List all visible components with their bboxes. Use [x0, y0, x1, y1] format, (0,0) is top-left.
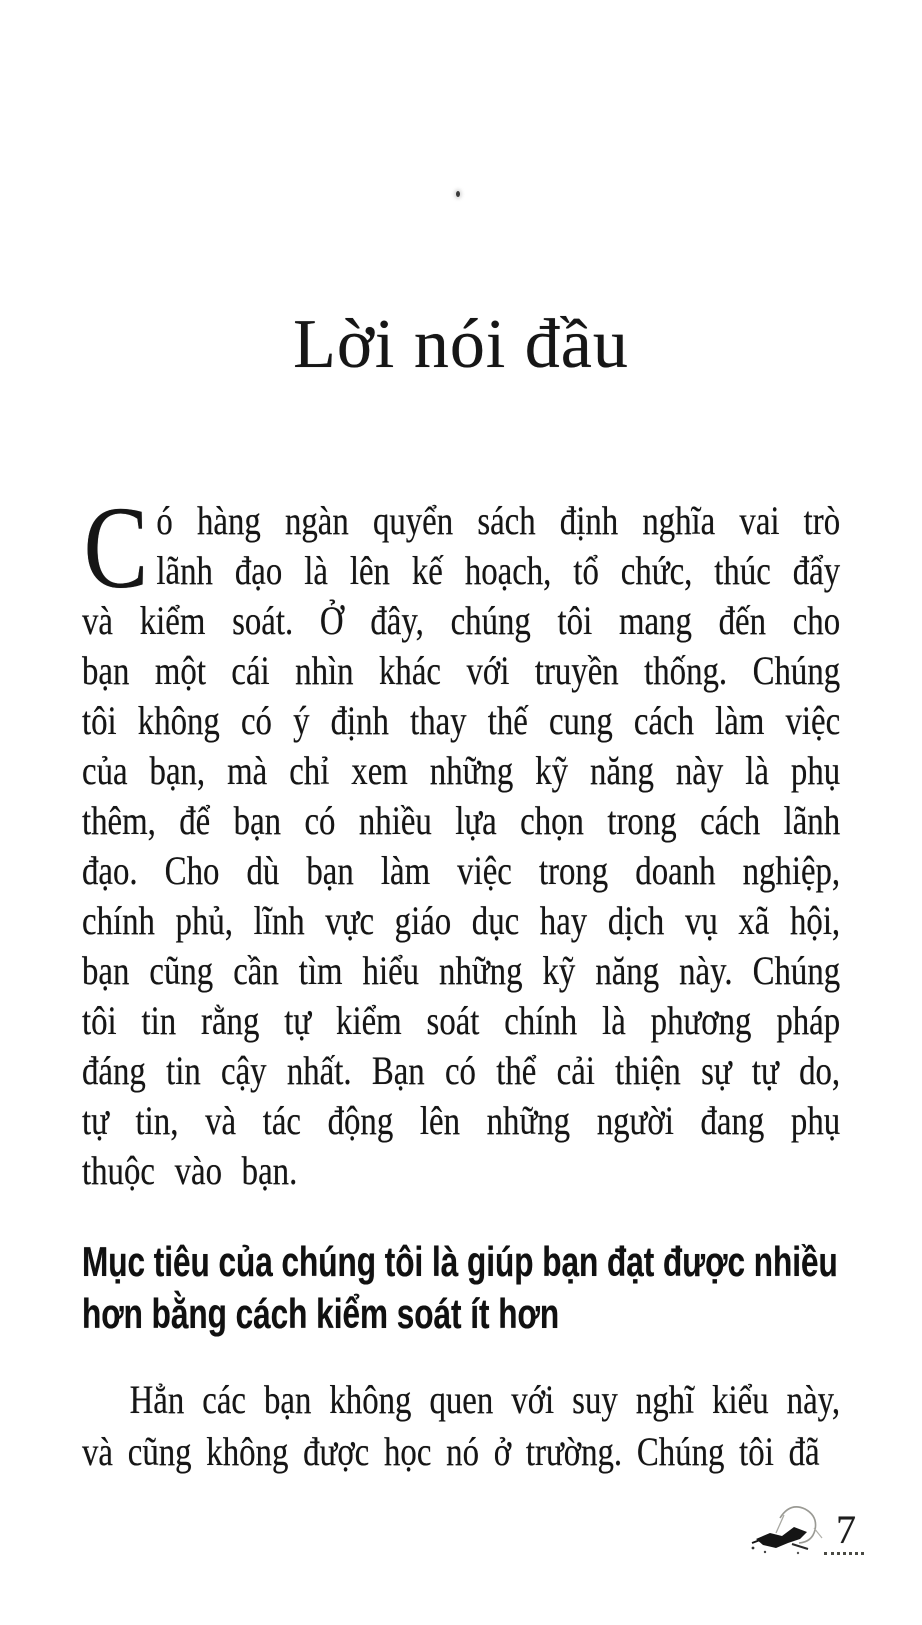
chapter-title: Lời nói đầu — [293, 305, 629, 383]
scan-speck — [456, 191, 460, 197]
section-heading: Mục tiêu của chúng tôi là giúp bạn đạt được nhiều hơn bằng cách kiểm soát ít hơn — [82, 1238, 838, 1337]
paragraph-1 — [82, 482, 841, 1196]
drop-cap: C — [83, 482, 149, 613]
paragraph-2 — [82, 1374, 840, 1478]
page-number: 7 — [836, 1507, 856, 1552]
paragraph-2-text: Hẳn các bạn không quen với suy nghĩ kiểu này, và cũng không được học nó ở trường. Chúng tôi đã — [82, 1377, 841, 1474]
page-number-underline — [824, 1552, 864, 1555]
page-footer — [750, 1496, 880, 1560]
section-heading-block — [82, 1236, 840, 1340]
paragraph-1-text: ó hàng ngàn quyển sách định nghĩa vai trò lãnh đạo là lên kế hoạch, tổ chức, thúc đẩy và kiểm soát. Ở đây, chúng tôi mang đến cho bạn một cái nhìn khác với truyền thống. Chúng tôi không có ý định thay thế cung cách làm việc của bạn, mà chỉ xem những kỹ năng này là phụ thêm, để bạn có nhiều lựa chọn trong cách lãnh đạo. Cho dù bạn làm việc trong doanh nghiệp, chính phủ, lĩnh vực giáo dục hay dịch vụ xã hội, bạn cũng cần tìm hiểu những kỹ năng này. Chúng tôi tin rằng tự kiểm soát chính là phương pháp đáng tin cậy nhất. Bạn có thể cải thiện sự tự do, tự tin, và tác động lên những người đang phụ thuộc vào bạn. — [82, 498, 841, 1193]
ink-sketch-icon — [750, 1500, 836, 1556]
